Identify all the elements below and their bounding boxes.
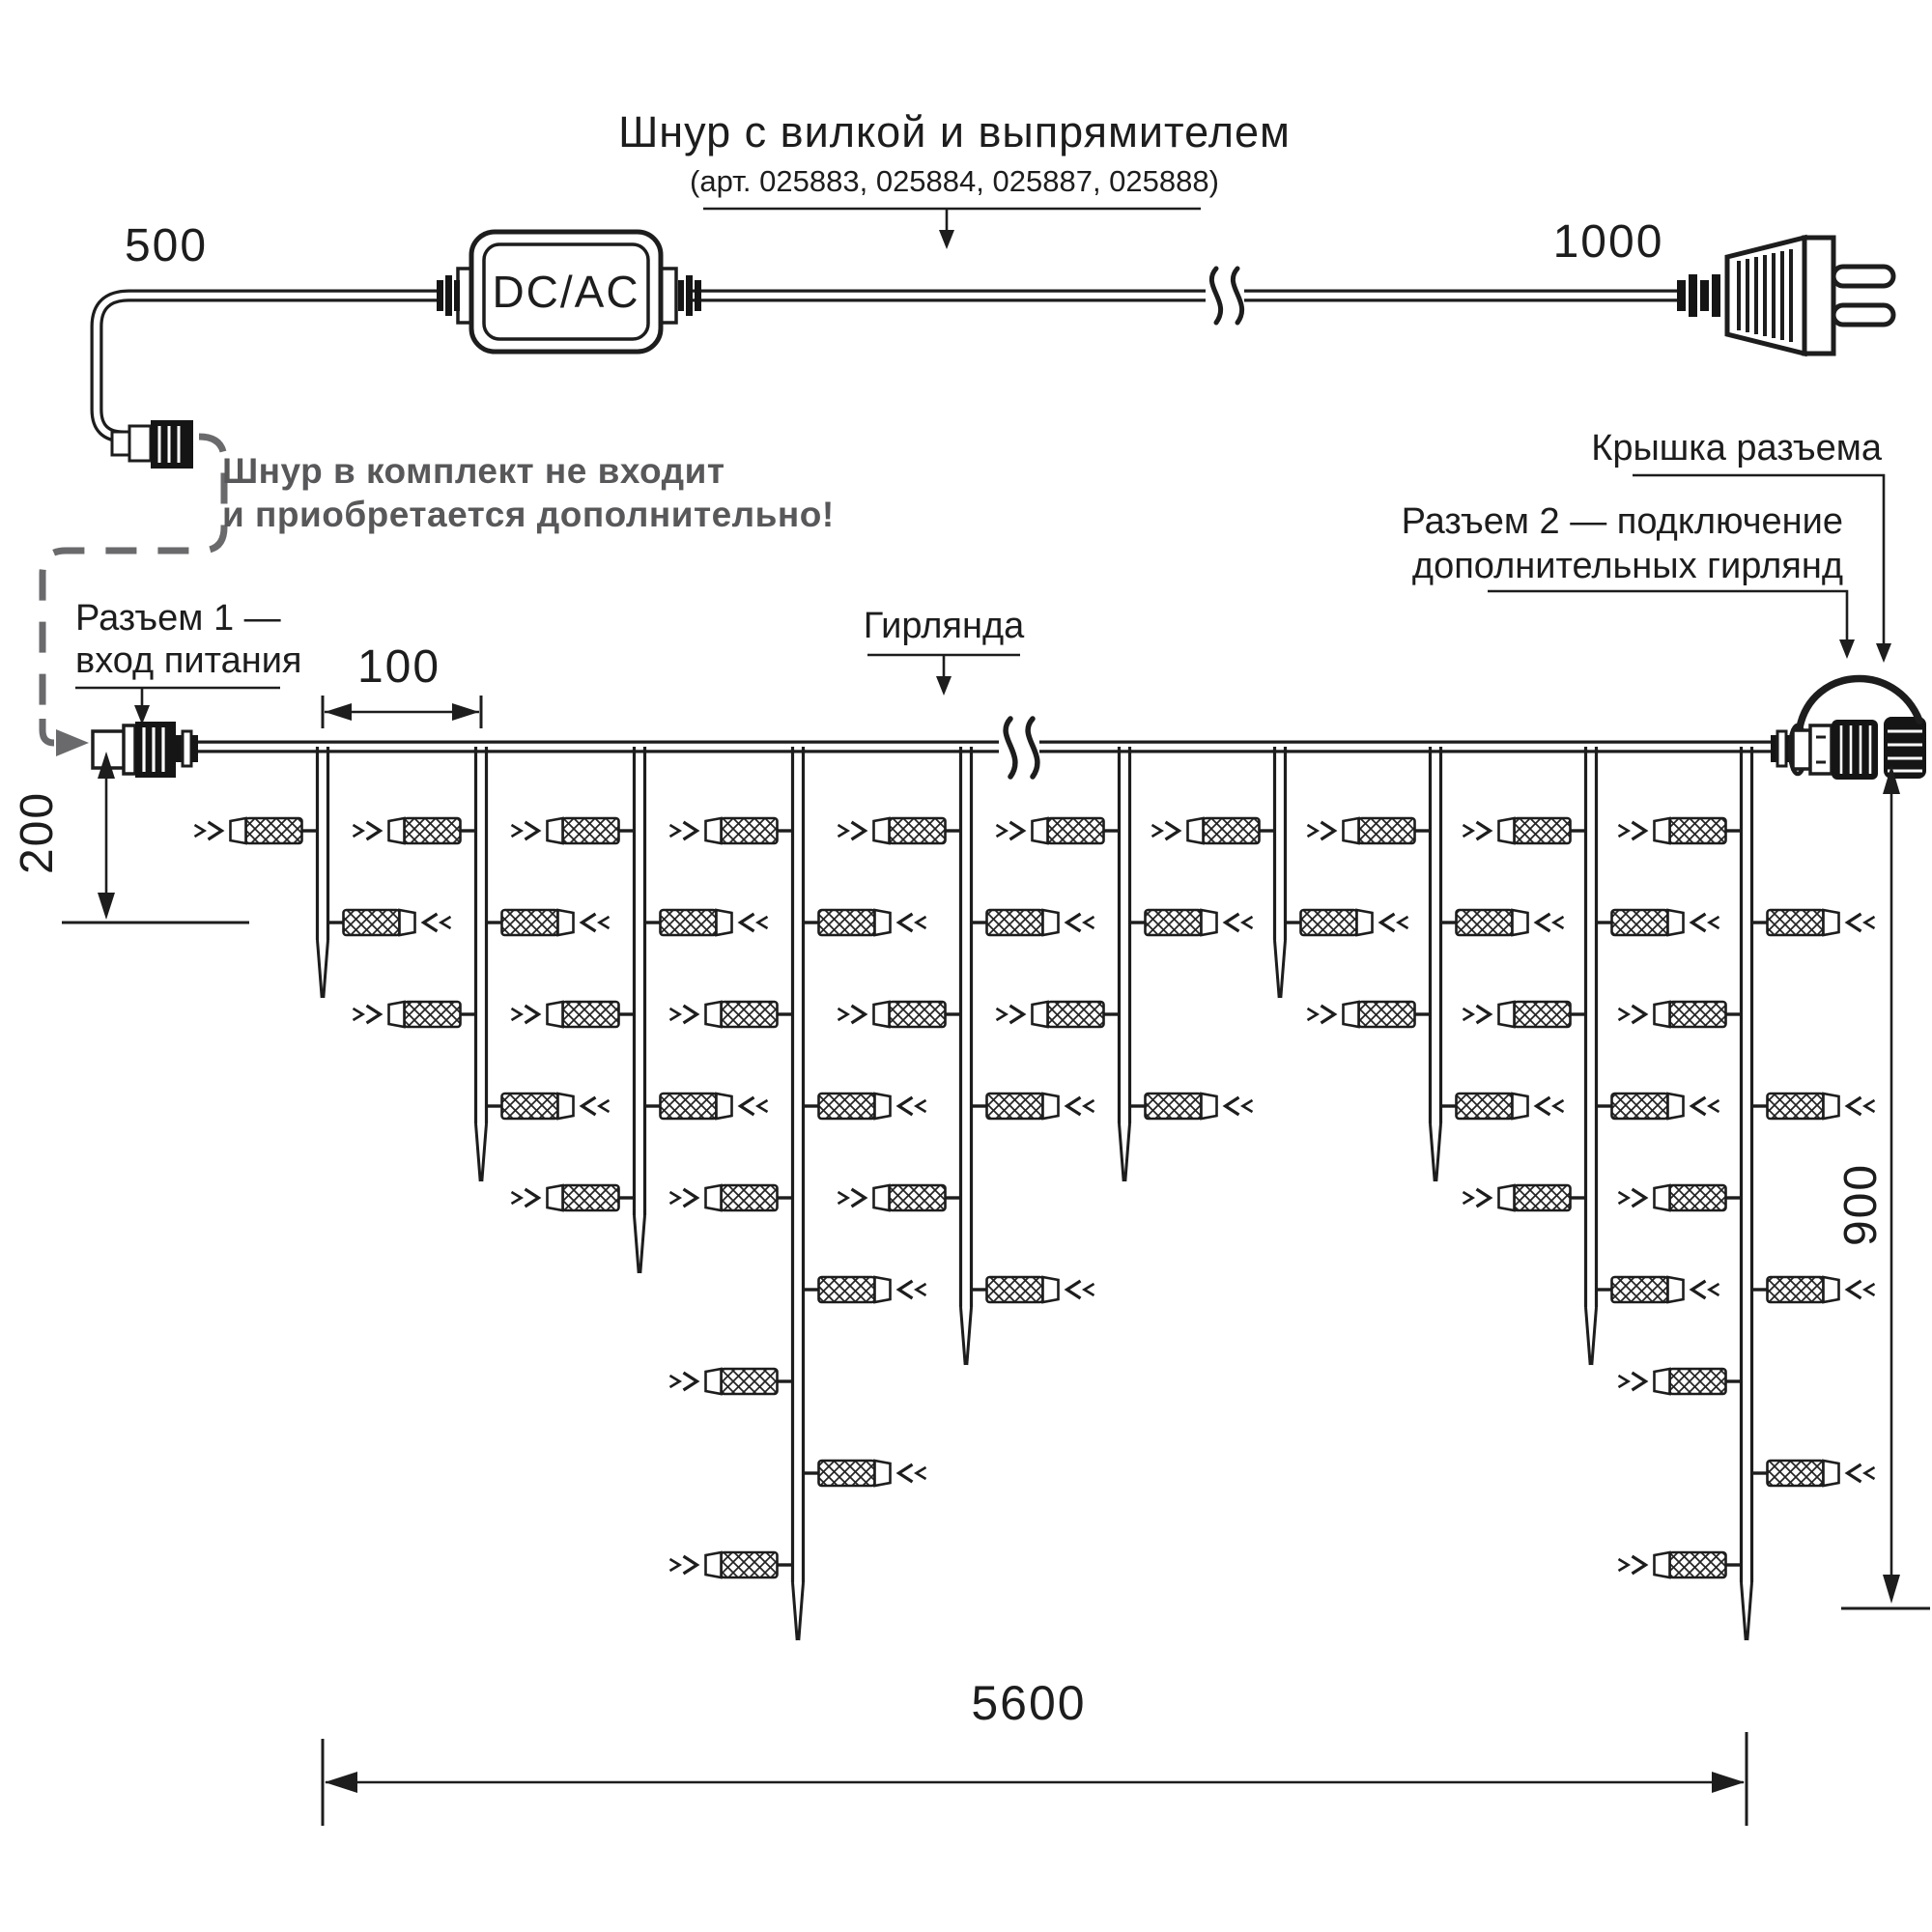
power-plug bbox=[1677, 238, 1893, 354]
input-connector-body bbox=[129, 426, 151, 461]
bulb-icon bbox=[972, 1277, 1094, 1302]
dcac-label: DC/AC bbox=[492, 267, 640, 317]
bulb-icon bbox=[1752, 1094, 1875, 1119]
bulb-icon bbox=[1619, 818, 1742, 843]
garland-leader-arrow-icon bbox=[936, 676, 952, 696]
bulb-icon bbox=[1130, 910, 1253, 935]
input-connector-tip bbox=[112, 432, 129, 455]
dim-900-label: 900 bbox=[1835, 1162, 1887, 1247]
bulb-icon bbox=[1619, 1369, 1742, 1394]
dashed-arrow-icon bbox=[56, 729, 89, 756]
bulb-icon bbox=[972, 1094, 1094, 1119]
connector1-leader-line bbox=[75, 688, 280, 711]
garland-drop bbox=[1308, 747, 1564, 1181]
dcac-left-ribs-icon bbox=[437, 275, 460, 316]
bulb-icon bbox=[838, 818, 961, 843]
plug-body-ribs-icon bbox=[1739, 249, 1791, 342]
plug-face bbox=[1804, 238, 1833, 354]
cap-label: Крышка разъема bbox=[1591, 428, 1882, 469]
plug-strain-relief-icon bbox=[1677, 274, 1720, 317]
bulb-icon bbox=[804, 1094, 926, 1119]
bulb-icon bbox=[1441, 1094, 1564, 1119]
dashed-cord-elbow bbox=[43, 719, 54, 743]
bulb-icon bbox=[1597, 1277, 1719, 1302]
bulb-icon bbox=[804, 1277, 926, 1302]
dcac-right-ribs-icon bbox=[678, 275, 701, 316]
start-connector-ribbed bbox=[135, 722, 176, 778]
dim-1000-label: 1000 bbox=[1552, 216, 1664, 268]
dim-100 bbox=[323, 641, 481, 728]
garland-end-connector bbox=[1771, 678, 1926, 780]
bulb-icon bbox=[804, 1461, 926, 1486]
bulb-icon bbox=[670, 1552, 793, 1577]
input-connector bbox=[112, 420, 193, 469]
bulb-icon bbox=[997, 818, 1120, 843]
connector2-leader-arrow-icon bbox=[1839, 639, 1855, 659]
garland-label: Гирлянда bbox=[863, 606, 1025, 646]
dim-900 bbox=[1835, 765, 1930, 1608]
note-line1: Шнур в комплект не входит bbox=[222, 451, 725, 491]
bulb-icon bbox=[838, 1185, 961, 1210]
bulb-icon bbox=[354, 818, 476, 843]
wire-break-icon bbox=[999, 719, 1039, 777]
bulb-icon bbox=[1308, 1002, 1431, 1027]
title-line1: Шнур с вилкой и выпрямителем bbox=[618, 107, 1291, 156]
cap-leader-arrow-icon bbox=[1876, 643, 1891, 663]
bulb-icon bbox=[645, 910, 768, 935]
bulb-icon bbox=[1597, 910, 1719, 935]
garland-drops bbox=[195, 747, 1875, 1640]
bulb-icon bbox=[670, 1185, 793, 1210]
bulb-icon bbox=[1752, 1461, 1875, 1486]
bulb-icon bbox=[838, 1002, 961, 1027]
bulb-icon bbox=[1752, 910, 1875, 935]
garland-callout bbox=[864, 606, 1025, 696]
bulb-icon bbox=[1463, 818, 1586, 843]
input-connector-ribbed bbox=[151, 420, 193, 469]
bulb-icon bbox=[1752, 1277, 1875, 1302]
garland-drop bbox=[195, 747, 451, 998]
bulb-icon bbox=[645, 1094, 768, 1119]
bulb-icon bbox=[670, 1369, 793, 1394]
title-leader-arrow-icon bbox=[939, 230, 954, 249]
bulb-icon bbox=[1619, 1552, 1742, 1577]
bulb-icon bbox=[512, 818, 635, 843]
dim-5600 bbox=[323, 1676, 1747, 1826]
bulb-icon bbox=[512, 1002, 635, 1027]
dcac-converter bbox=[437, 232, 701, 352]
bulb-icon bbox=[997, 1002, 1120, 1027]
bulb-icon bbox=[1286, 910, 1408, 935]
plug-prong-top bbox=[1833, 267, 1893, 286]
plug-prong-bottom bbox=[1833, 305, 1893, 325]
connector-cap bbox=[1884, 717, 1926, 779]
connector1-callout bbox=[75, 598, 302, 724]
connector1-label-line2: вход питания bbox=[75, 640, 302, 681]
title-line2: (арт. 025883, 025884, 025887, 025888) bbox=[690, 164, 1219, 198]
note-line2: и приобретается дополнительно! bbox=[222, 495, 835, 534]
bulb-icon bbox=[328, 910, 451, 935]
connector2-label-line2: дополнительных гирлянд bbox=[1411, 546, 1843, 586]
start-connector-collar bbox=[124, 725, 135, 774]
cord-left-core bbox=[97, 296, 437, 437]
connector1-label-line1: Разъем 1 — bbox=[75, 598, 281, 639]
bulb-icon bbox=[1619, 1185, 1742, 1210]
bulb-icon bbox=[804, 910, 926, 935]
bulb-icon bbox=[1441, 910, 1564, 935]
dim-5600-label: 5600 bbox=[971, 1676, 1087, 1730]
bulb-icon bbox=[1463, 1185, 1586, 1210]
not-included-path bbox=[43, 437, 224, 756]
title-block bbox=[618, 107, 1291, 249]
bulb-icon bbox=[487, 1094, 610, 1119]
garland-drop bbox=[1152, 747, 1408, 998]
bulb-icon bbox=[354, 1002, 476, 1027]
bulb-icon bbox=[1463, 1002, 1586, 1027]
garland-drop bbox=[354, 747, 610, 1181]
bulb-icon bbox=[1130, 1094, 1253, 1119]
bulb-icon bbox=[670, 818, 793, 843]
bulb-icon bbox=[1597, 1094, 1719, 1119]
end-connector-collar bbox=[1793, 730, 1810, 769]
bulb-icon bbox=[972, 910, 1094, 935]
connector2-label-line1: Разъем 2 — подключение bbox=[1401, 501, 1843, 542]
bulb-icon bbox=[1308, 818, 1431, 843]
bulb-icon bbox=[1619, 1002, 1742, 1027]
connector2-leader-line bbox=[1488, 591, 1847, 643]
bulb-icon bbox=[195, 818, 318, 843]
bulb-icon bbox=[487, 910, 610, 935]
dim-200-label: 200 bbox=[12, 790, 63, 875]
end-connector-body bbox=[1810, 725, 1832, 774]
bulb-icon bbox=[670, 1002, 793, 1027]
dim-500-label: 500 bbox=[124, 220, 209, 271]
bulb-icon bbox=[512, 1185, 635, 1210]
connector2-callout bbox=[1402, 501, 1855, 659]
cable-break-icon bbox=[1206, 269, 1244, 323]
note-block bbox=[222, 451, 835, 534]
bulb-icon bbox=[1152, 818, 1275, 843]
dim-100-label: 100 bbox=[356, 641, 441, 693]
cord-left-segment bbox=[97, 296, 437, 437]
